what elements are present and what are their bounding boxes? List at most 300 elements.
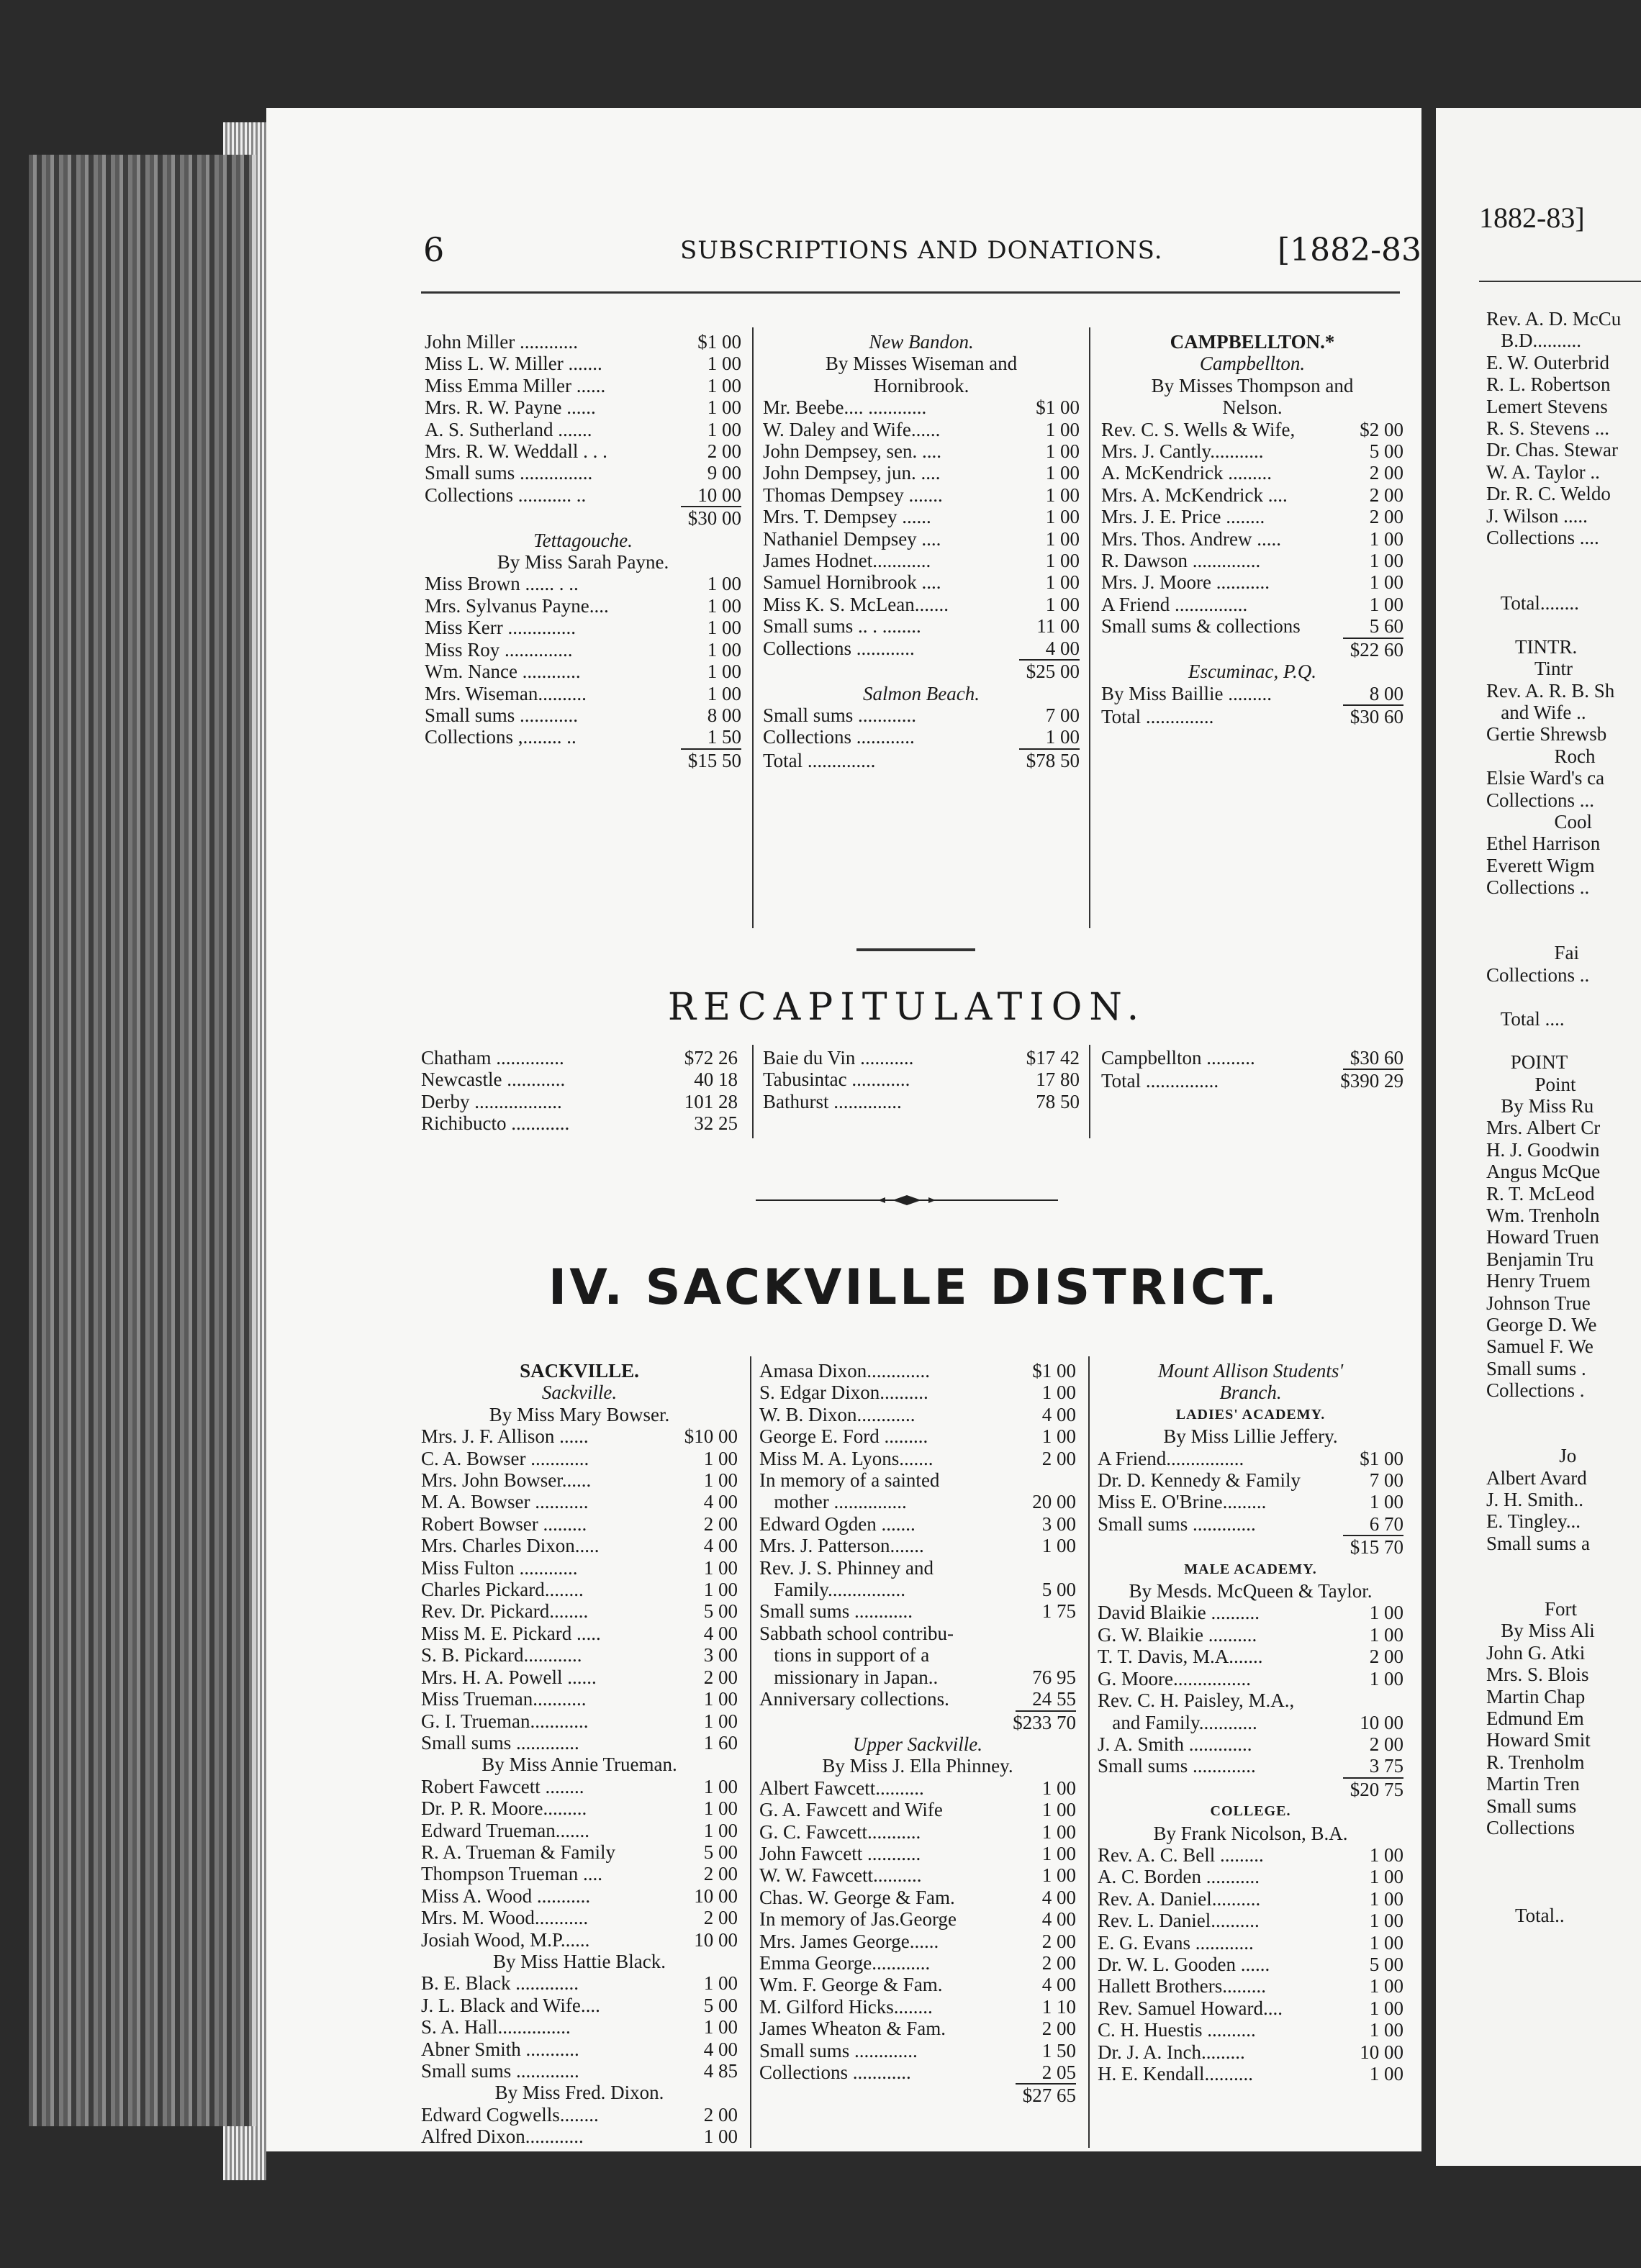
section-heading: Salmon Beach. — [863, 682, 980, 704]
ledger-row — [1098, 1888, 1403, 1910]
ledger-amount: 11 00 — [1036, 615, 1080, 638]
ledger-row — [421, 1425, 738, 1447]
next-page-line: Total........ — [1486, 592, 1579, 614]
ledger-amount: 1 00 — [707, 638, 741, 661]
section-heading: SACKVILLE. — [520, 1360, 639, 1382]
ledger-amount: 5 00 — [703, 1994, 738, 2016]
ledger-amount: 4 00 — [703, 2038, 738, 2060]
ledger-row — [425, 462, 741, 484]
ledger-row — [1098, 1448, 1403, 1469]
ledger-amount: 2 00 — [703, 2103, 738, 2126]
ledger-amount: 1 00 — [1041, 1799, 1076, 1821]
ledger-name: In memory of a sainted — [759, 1469, 940, 1492]
ledger-row — [759, 1799, 1076, 1820]
ledger-amount — [1016, 1557, 1076, 1579]
ledger-amount: 6 70 — [1369, 1512, 1403, 1535]
ledger-name: Mrs. Charles Dixon..... — [421, 1535, 600, 1557]
ledger-row — [421, 2104, 738, 2126]
ledger-row — [425, 353, 741, 374]
ledger-amount: 1 00 — [1041, 1535, 1076, 1557]
ledger-name: and Family............ — [1098, 1711, 1257, 1733]
ledger-name: mother ............... — [759, 1491, 907, 1513]
ledger-amount — [1343, 1689, 1403, 1711]
ledger-amount: 24 55 — [1032, 1688, 1076, 1710]
ledger-amount: 2 00 — [1041, 1447, 1076, 1469]
ledger-name: G. C. Fawcett........... — [759, 1820, 921, 1843]
ledger-name: In memory of Jas.George — [759, 1908, 957, 1931]
section-heading: Nelson. — [1222, 396, 1283, 419]
ledger-row — [759, 1360, 1076, 1382]
ledger-row — [759, 1448, 1076, 1469]
ledger-row — [1098, 2041, 1403, 2063]
ledger-name: Mrs. John Bowser...... — [421, 1469, 592, 1492]
ledger-row — [421, 1600, 738, 1622]
ledger-row — [1098, 1755, 1403, 1777]
next-page-line: Collections .. — [1486, 876, 1590, 899]
ledger-row — [1101, 706, 1403, 727]
ledger-row — [759, 1404, 1076, 1425]
ledger-row — [759, 1952, 1076, 1974]
next-page-line: Mrs. Albert Cr — [1486, 1117, 1601, 1139]
ledger-name: Small sums ............. — [421, 2060, 579, 2082]
ledger-name: Mrs. R. W. Weddall . . . — [425, 440, 607, 463]
ledger-amount: 1 00 — [707, 594, 741, 617]
ledger-amount: 1 60 — [703, 1731, 738, 1754]
ledger-amount: 5 00 — [1041, 1579, 1076, 1601]
recap-amount: $17 42 — [1026, 1047, 1080, 1069]
next-page-line: and Wife .. — [1486, 702, 1586, 724]
ledger-name: Mrs. J. Cantly........... — [1101, 440, 1264, 463]
ledger-row — [1098, 1513, 1403, 1535]
ledger-row — [1098, 1491, 1403, 1512]
ledger-amount: 1 00 — [1045, 571, 1080, 594]
ledger-amount: 5 00 — [1369, 440, 1403, 463]
ledger-name: Miss A. Wood ........... — [421, 1884, 591, 1907]
ledger-row — [763, 571, 1080, 593]
ledger-name: Small sums ............. — [1098, 1512, 1256, 1535]
next-page-line: R. Trenholm — [1486, 1751, 1585, 1773]
ledger-amount — [1016, 1469, 1076, 1491]
ledger-row — [759, 2085, 1076, 2106]
ledger-name: A. C. Borden ........... — [1098, 1866, 1260, 1888]
ledger-name: Anniversary collections. — [759, 1688, 949, 1710]
left-page — [266, 108, 1421, 2151]
next-page-line: Wm. Trenholn — [1486, 1205, 1600, 1227]
next-page-line: Dr. R. C. Weldo — [1486, 483, 1611, 505]
section-heading: By Miss Sarah Payne. — [497, 551, 669, 573]
ledger-row — [425, 375, 741, 396]
ledger-amount: 1 00 — [1369, 1997, 1403, 2019]
ledger-amount: 4 85 — [703, 2060, 738, 2082]
recap-column-3 — [1101, 1047, 1403, 1092]
ledger-name: M. Gilford Hicks........ — [759, 1995, 933, 2018]
ledger-amount: 10 00 — [694, 1884, 738, 1907]
ledger-name: Mr. Beebe.... ............ — [763, 396, 927, 419]
ledger-row — [763, 638, 1080, 659]
ledger-amount: 1 00 — [707, 418, 741, 440]
ledger-amount: 1 00 — [703, 1556, 738, 1579]
ledger-row — [421, 1797, 738, 1819]
recapitulation-title: RECAPITULATION. — [667, 986, 1147, 1029]
ledger-name: Dr. W. L. Gooden ...... — [1098, 1953, 1270, 1975]
recap-name: Baie du Vin ........... — [763, 1047, 914, 1069]
ledger-row — [1098, 1624, 1403, 1646]
ledger-amount: 1 00 — [703, 2126, 738, 2148]
ledger-row — [421, 1688, 738, 1710]
ledger-amount: 10 00 — [1360, 1711, 1403, 1733]
ledger-amount: 1 00 — [703, 1688, 738, 1710]
ledger-name: Edward Ogden ....... — [759, 1512, 916, 1535]
section-heading: Tettagouche. — [533, 529, 633, 551]
ledger-row — [1098, 1932, 1403, 1954]
ledger-name: John Dempsey, sen. .... — [763, 440, 941, 463]
ledger-name: G. I. Trueman............ — [421, 1710, 589, 1732]
ledger-name: Miss Kerr .............. — [425, 617, 576, 639]
ledger-amount: $30 60 — [1350, 705, 1403, 727]
next-page-line: Samuel F. We — [1486, 1335, 1593, 1358]
ledger-name: Samuel Hornibrook .... — [763, 571, 941, 594]
column-divider — [1089, 327, 1090, 928]
ledger-amount: 8 00 — [1369, 682, 1403, 704]
ledger-amount: 4 00 — [1041, 1974, 1076, 1996]
next-page-lines — [1486, 308, 1621, 1926]
next-page-line: Martin Chap — [1486, 1685, 1586, 1707]
ledger-row — [759, 1887, 1076, 1908]
ledger-name: R. A. Trueman & Family — [421, 1841, 616, 1863]
ledger-name: M. A. Bowser ........... — [421, 1491, 589, 1513]
ledger-row — [421, 1666, 738, 1688]
ledger-row — [759, 1712, 1076, 1733]
ledger-row — [421, 1907, 738, 1928]
recap-name: Bathurst .............. — [763, 1090, 902, 1112]
ledger-name: Albert Fawcett.......... — [759, 1777, 924, 1799]
ledger-amount: 1 00 — [1369, 2063, 1403, 2085]
ledger-row — [1101, 462, 1403, 484]
ledger-name: Robert Fawcett ........ — [421, 1775, 584, 1797]
ledger-amount: 2 00 — [707, 440, 741, 463]
next-page-line: Small sums . — [1486, 1357, 1586, 1379]
ledger-amount: 2 00 — [1369, 1646, 1403, 1668]
ledger-amount: 1 00 — [703, 1579, 738, 1601]
ledger-row — [425, 419, 741, 440]
ledger-amount: 2 00 — [1369, 484, 1403, 506]
ledger-name: Miss L. W. Miller ....... — [425, 353, 602, 375]
ledger-row — [1101, 484, 1403, 506]
ledger-row — [421, 1710, 738, 1732]
ledger-row — [425, 639, 741, 661]
ledger-name: Thompson Trueman .... — [421, 1863, 603, 1885]
ledger-amount: 10 00 — [1360, 2041, 1403, 2063]
ledger-row — [1098, 1910, 1403, 1931]
ledger-row — [421, 1972, 738, 1994]
section-heading: By Miss Annie Trueman. — [482, 1754, 677, 1776]
ledger-amount: $27 65 — [1022, 2085, 1076, 2107]
next-page-line: Everett Wigm — [1486, 854, 1595, 876]
ledger-row — [759, 1974, 1076, 1995]
ledger-row — [1098, 1536, 1403, 1558]
header-rule — [421, 291, 1400, 294]
ledger-row — [1101, 683, 1403, 704]
ledger-amount: 1 00 — [1041, 1842, 1076, 1864]
ledger-name: Hallett Brothers......... — [1098, 1975, 1266, 1997]
ledger-row — [763, 462, 1080, 484]
ledger-row — [421, 1579, 738, 1600]
next-page-line: Collections ... — [1486, 789, 1594, 811]
ledger-amount: 2 00 — [1041, 1930, 1076, 1952]
ledger-amount: $30 00 — [687, 507, 741, 530]
ledger-amount: 1 75 — [1041, 1600, 1076, 1623]
ledger-row — [763, 615, 1080, 637]
ledger-row — [421, 1929, 738, 1951]
ledger-name: Small sums ............ — [425, 704, 579, 726]
ledger-amount — [1016, 1644, 1076, 1666]
ledger-name: A. S. Sutherland ....... — [425, 418, 592, 440]
column-divider — [1089, 1045, 1090, 1138]
next-page-line: TINTR. — [1486, 635, 1578, 658]
ledger-amount: 9 00 — [707, 462, 741, 484]
ledger-amount: 1 00 — [1369, 1975, 1403, 1997]
section-heading: CAMPBELLTON.* — [1170, 331, 1335, 353]
ledger-name: Small sums .. . ........ — [763, 615, 921, 638]
next-page-line — [1486, 1030, 1621, 1051]
ledger-amount: 1 00 — [707, 661, 741, 683]
ledger-row — [759, 1666, 1076, 1688]
ledger-row — [421, 1863, 738, 1884]
ledger-row — [1098, 1975, 1403, 1997]
recap-row — [421, 1047, 738, 1069]
ledger-row — [759, 1469, 1076, 1491]
ledger-amount: 1 00 — [1041, 1425, 1076, 1448]
next-page-line: Johnson True — [1486, 1292, 1591, 1314]
section-heading: By Miss J. Ella Phinney. — [822, 1755, 1013, 1777]
ledger-amount: 1 00 — [1041, 1382, 1076, 1404]
ledger-name: John Dempsey, jun. .... — [763, 462, 941, 484]
recap-row — [763, 1047, 1080, 1069]
ledger-row — [759, 1513, 1076, 1535]
ledger-amount: 4 00 — [1041, 1886, 1076, 1908]
ledger-row — [759, 2040, 1076, 2061]
ledger-amount: 1 00 — [707, 682, 741, 704]
next-page-line: E. Tingley... — [1486, 1510, 1581, 1533]
ledger-amount: 1 00 — [1045, 550, 1080, 572]
next-page-line: Albert Avard — [1486, 1466, 1587, 1489]
ledger-name: George E. Ford ......... — [759, 1425, 928, 1448]
next-page-line — [1486, 920, 1621, 942]
ledger-name: Collections ,........ .. — [425, 726, 577, 748]
ledger-amount: 1 00 — [703, 1972, 738, 1995]
ledger-row — [759, 1535, 1076, 1556]
next-page-line — [1486, 899, 1621, 920]
lower-column-3 — [1098, 1360, 1403, 2085]
ledger-name: T. T. Davis, M.A....... — [1098, 1646, 1263, 1668]
ledger-name: C. A. Bowser ............ — [421, 1447, 589, 1469]
ledger-row — [763, 594, 1080, 615]
ledger-name: Rev. C. H. Paisley, M.A., — [1098, 1689, 1295, 1712]
ledger-row — [1101, 594, 1403, 615]
next-page-line: Collections . — [1486, 1379, 1585, 1402]
recap-name: Newcastle ............ — [421, 1069, 566, 1091]
ledger-name: James Hodnet............ — [763, 550, 931, 572]
recap-name: Chatham .............. — [421, 1047, 564, 1069]
district-title: IV. SACKVILLE DISTRICT. — [548, 1259, 1280, 1316]
next-page-line: POINT — [1486, 1051, 1568, 1074]
recap-amount: $72 26 — [684, 1047, 738, 1069]
next-page-line: John G. Atki — [1486, 1641, 1586, 1664]
ledger-name: Chas. W. George & Fam. — [759, 1886, 955, 1908]
ledger-name: Rev. A. Daniel.......... — [1098, 1887, 1261, 1910]
ledger-row — [759, 1600, 1076, 1622]
ledger-row — [759, 1382, 1076, 1403]
next-page-line: Martin Tren — [1486, 1773, 1580, 1795]
upper-column-2 — [763, 331, 1080, 771]
ledger-amount: $1 00 — [1036, 396, 1080, 419]
ledger-name: Collections ............ — [763, 637, 915, 659]
section-heading: New Bandon. — [869, 331, 974, 353]
next-page-line: Total.. — [1486, 1904, 1565, 1926]
ledger-name: Miss Brown ...... . .. — [425, 573, 579, 595]
next-page-line: Benjamin Tru — [1486, 1248, 1594, 1270]
ledger-row — [425, 617, 741, 638]
ledger-amount: 2 00 — [1369, 1733, 1403, 1755]
next-page-line: Rev. A. D. McCu — [1486, 308, 1622, 330]
ledger-row — [1101, 615, 1403, 637]
ledger-row — [1098, 2063, 1403, 2085]
ledger-row — [759, 1579, 1076, 1600]
ledger-name: Miss Fulton ............ — [421, 1556, 578, 1579]
next-page-line: R. L. Robertson — [1486, 373, 1611, 396]
next-page-line: Total .... — [1486, 1007, 1565, 1030]
ledger-name: Mrs. James George...... — [759, 1930, 939, 1952]
ledger-name: Mrs. H. A. Powell ...... — [421, 1666, 597, 1688]
ledger-amount: 5 00 — [703, 1600, 738, 1623]
ledger-row — [421, 2126, 738, 2147]
ledger-row — [425, 595, 741, 617]
ledger-name: Miss M. A. Lyons....... — [759, 1447, 933, 1469]
recap-column-2 — [763, 1047, 1080, 1112]
ledger-row — [759, 1843, 1076, 1864]
ledger-amount: $2 00 — [1360, 418, 1403, 440]
ledger-name: David Blaikie .......... — [1098, 1602, 1260, 1624]
ledger-name: John Fawcett ........... — [759, 1842, 921, 1864]
next-page-line: Ethel Harrison — [1486, 833, 1601, 855]
ledger-amount: 1 00 — [1369, 1623, 1403, 1646]
ledger-row — [759, 2018, 1076, 2039]
ledger-row — [1098, 1712, 1403, 1733]
ledger-row — [759, 1623, 1076, 1644]
ledger-row — [421, 1623, 738, 1644]
ledger-row — [759, 1864, 1076, 1886]
ledger-name: G. W. Blaikie .......... — [1098, 1623, 1257, 1646]
section-heading: Branch. — [1219, 1382, 1282, 1404]
recap-amount: 101 28 — [684, 1090, 738, 1112]
ledger-amount: 7 00 — [1045, 704, 1080, 726]
next-page-line: E. W. Outerbrid — [1486, 351, 1609, 373]
ledger-name: S. A. Hall............... — [421, 2016, 571, 2038]
ledger-row — [763, 396, 1080, 418]
next-page-line — [1486, 1577, 1621, 1598]
column-divider — [752, 327, 754, 928]
ledger-amount: 1 00 — [1041, 1777, 1076, 1799]
ledger-amount: 1 00 — [1045, 440, 1080, 463]
ledger-name: Alfred Dixon............ — [421, 2126, 584, 2148]
next-page-year: 1882-83] — [1479, 201, 1585, 234]
next-page-line: Cool — [1486, 810, 1593, 833]
recap-row — [1101, 1047, 1403, 1069]
ledger-amount: 4 00 — [703, 1491, 738, 1513]
ledger-amount: 2 05 — [1041, 2061, 1076, 2083]
ledger-amount: $25 00 — [1026, 661, 1080, 683]
ledger-name: Small sums ............. — [421, 1731, 579, 1754]
ledger-name: Miss Roy .............. — [425, 638, 573, 661]
ledger-row — [421, 2038, 738, 2060]
ledger-row — [425, 440, 741, 462]
ledger-row — [1098, 1602, 1403, 1623]
ornament-divider — [756, 1193, 1058, 1207]
next-page-line: Collections .. — [1486, 963, 1590, 986]
lower-column-1 — [421, 1360, 738, 2148]
next-page-line: Edmund Em — [1486, 1707, 1584, 1729]
ledger-amount: 3 00 — [703, 1644, 738, 1666]
ledger-row — [421, 1995, 738, 2016]
ledger-row — [763, 528, 1080, 550]
ledger-name: Abner Smith ........... — [421, 2038, 579, 2060]
ledger-name: Mrs. J. Moore ........... — [1101, 571, 1270, 594]
ledger-name: Amasa Dixon............. — [759, 1360, 930, 1382]
ledger-name: Family................ — [759, 1579, 906, 1601]
next-page-line: Gertie Shrewsb — [1486, 723, 1607, 745]
ledger-name: Mrs. Thos. Andrew ..... — [1101, 527, 1282, 550]
ledger-row — [759, 1996, 1076, 2018]
ledger-row — [763, 419, 1080, 440]
ledger-name: Sabbath school contribu- — [759, 1622, 954, 1644]
ledger-row — [1098, 1733, 1403, 1755]
ledger-amount: 1 00 — [1369, 1887, 1403, 1910]
ledger-row — [1098, 2019, 1403, 2041]
next-page-line: W. A. Taylor .. — [1486, 461, 1600, 483]
next-page-line: Mrs. S. Blois — [1486, 1664, 1589, 1686]
ledger-name: H. E. Kendall.......... — [1098, 2063, 1253, 2085]
ledger-name: Wm. F. George & Fam. — [759, 1974, 943, 1996]
ledger-name: Small sums ............. — [759, 2039, 918, 2061]
ledger-name: R. Dawson .............. — [1101, 550, 1261, 572]
ledger-name: Small sums & collections — [1101, 615, 1301, 638]
ledger-row — [425, 683, 741, 704]
section-heading: By Miss Mary Bowser. — [489, 1403, 670, 1425]
ledger-amount: 1 00 — [1369, 1491, 1403, 1513]
section-heading: LADIES' ACADEMY. — [1175, 1406, 1326, 1423]
ledger-amount: 1 00 — [1369, 571, 1403, 594]
ledger-name: Rev. J. S. Phinney and — [759, 1556, 933, 1579]
ledger-amount: 1 00 — [1045, 484, 1080, 506]
ledger-amount: 1 00 — [1369, 527, 1403, 550]
next-page-line: J. H. Smith.. — [1486, 1489, 1584, 1511]
book-spine — [29, 155, 256, 2126]
next-page-line: Angus McQue — [1486, 1161, 1601, 1183]
ledger-name: Mrs. J. E. Price ........ — [1101, 506, 1265, 528]
next-page-line: J. Wilson ..... — [1486, 504, 1588, 527]
ledger-amount: 1 00 — [703, 1819, 738, 1841]
ledger-row — [763, 726, 1080, 748]
ledger-row — [759, 1821, 1076, 1843]
ledger-amount: 1 00 — [703, 1797, 738, 1820]
section-heading: By Miss Fred. Dixon. — [494, 2082, 664, 2104]
section-heading: By Mesds. McQueen & Taylor. — [1129, 1580, 1373, 1602]
next-page-line: Tintr — [1486, 658, 1573, 680]
ledger-amount: 1 00 — [707, 353, 741, 375]
ledger-amount: 4 00 — [703, 1622, 738, 1644]
ledger-row — [425, 507, 741, 529]
ledger-row — [1098, 1779, 1403, 1800]
